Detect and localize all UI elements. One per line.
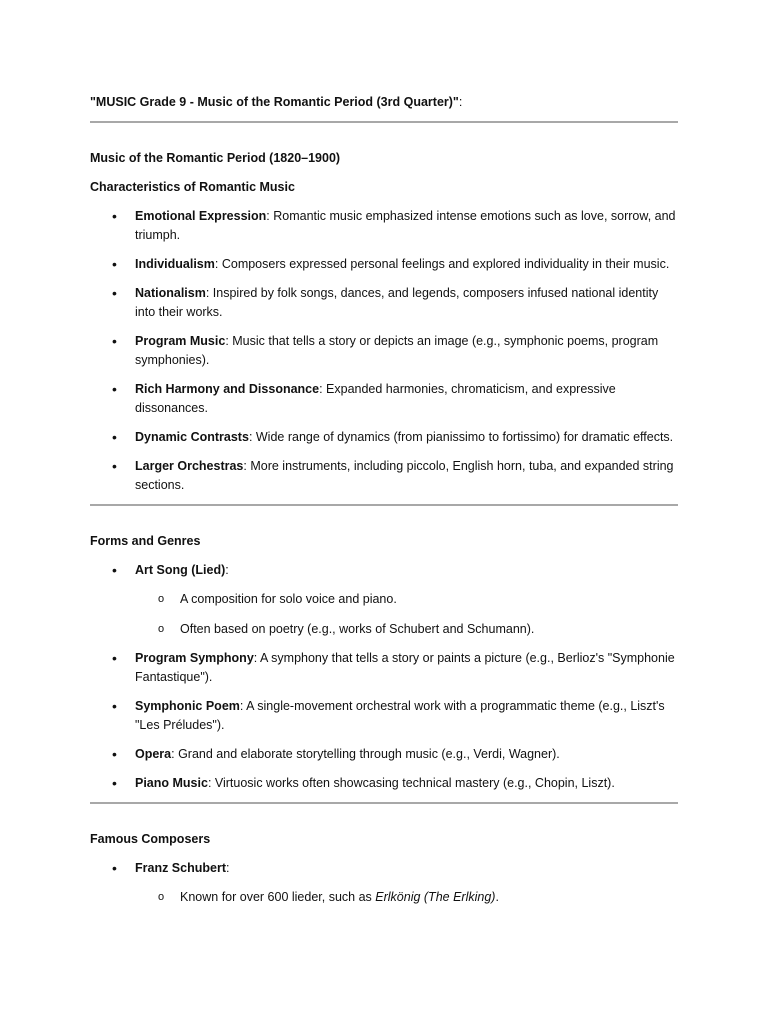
sub-list-item: o Often based on poetry (e.g., works of Schubert and Schumann). [90, 620, 678, 639]
item-text: : A single-movement orchestral work with a programmatic theme (e.g., Liszt's "Les Préludes"). [135, 699, 665, 732]
list-item [90, 649, 678, 687]
schubert-sublist [135, 888, 678, 907]
item-term: Rich Harmony and Dissonance [135, 382, 320, 396]
item-term: Program Symphony [135, 651, 254, 665]
divider [90, 121, 678, 123]
list-item [90, 774, 678, 793]
item-term: Symphonic Poem [135, 699, 240, 713]
characteristics-list [90, 207, 678, 495]
list-item [90, 745, 678, 764]
item-term: Franz Schubert [135, 861, 226, 875]
list-item [90, 332, 678, 370]
item-text: : Grand and elaborate storytelling through music (e.g., Verdi, Wagner). [171, 747, 560, 761]
sub-list-item: o A composition for solo voice and piano. [90, 590, 678, 609]
item-term: Art Song (Lied) [135, 563, 226, 577]
list-item [90, 207, 678, 245]
sub-item-text: Known for over 600 lieder, such as [180, 890, 376, 904]
item-term: Individualism [135, 257, 215, 271]
list-item [90, 561, 678, 639]
forms-heading: Forms and Genres [90, 534, 201, 548]
list-item [90, 255, 678, 274]
item-term: Piano Music [135, 776, 208, 790]
item-text: : Composers expressed personal feelings and explored individuality in their music. [214, 257, 670, 271]
item-term: Opera [135, 747, 172, 761]
art-song-sublist [135, 590, 678, 639]
document-title-colon: : [458, 95, 463, 109]
item-text: : [225, 563, 229, 577]
document-body [90, 93, 678, 918]
list-item [90, 697, 678, 735]
item-text: : More instruments, including piccolo, English horn, tuba, and expanded string sections. [135, 459, 674, 492]
divider [90, 802, 678, 804]
item-text: : Expanded harmonies, chromaticism, and expressive dissonances. [135, 382, 616, 415]
list-item [90, 859, 678, 907]
item-term: Larger Orchestras [135, 459, 244, 473]
item-text: : Inspired by folk songs, dances, and legends, composers infused national identity into their works. [135, 286, 659, 319]
document-title [90, 93, 678, 112]
composers-heading: Famous Composers [90, 832, 211, 846]
list-item [90, 428, 678, 447]
forms-list [90, 561, 678, 793]
period-heading: Music of the Romantic Period (1820–1900) [90, 151, 341, 165]
item-text: : A symphony that tells a story or paints a picture (e.g., Berlioz's "Symphonie Fantastique"). [135, 651, 675, 684]
item-text: : Romantic music emphasized intense emotions such as love, sorrow, and triumph. [135, 209, 676, 242]
list-item [90, 284, 678, 322]
divider [90, 504, 678, 506]
composers-list [90, 859, 678, 907]
item-term: Program Music [135, 334, 226, 348]
document-title-text: "MUSIC Grade 9 - Music of the Romantic Period (3rd Quarter)" [90, 95, 459, 109]
item-text: : [226, 861, 230, 875]
list-item [90, 380, 678, 418]
sub-item-suffix: . [495, 890, 499, 904]
item-term: Nationalism [135, 286, 206, 300]
item-term: Emotional Expression [135, 209, 267, 223]
work-title: Erlkönig (The Erlking) [375, 890, 496, 904]
item-term: Dynamic Contrasts [135, 430, 249, 444]
item-text: : Music that tells a story or depicts an image (e.g., symphonic poems, program symphonies). [135, 334, 659, 367]
item-text: : Virtuosic works often showcasing technical mastery (e.g., Chopin, Liszt). [207, 776, 615, 790]
characteristics-heading: Characteristics of Romantic Music [90, 180, 295, 194]
sub-list-item [90, 888, 678, 907]
item-text: : Wide range of dynamics (from pianissimo to fortissimo) for dramatic effects. [248, 430, 674, 444]
list-item [90, 457, 678, 495]
